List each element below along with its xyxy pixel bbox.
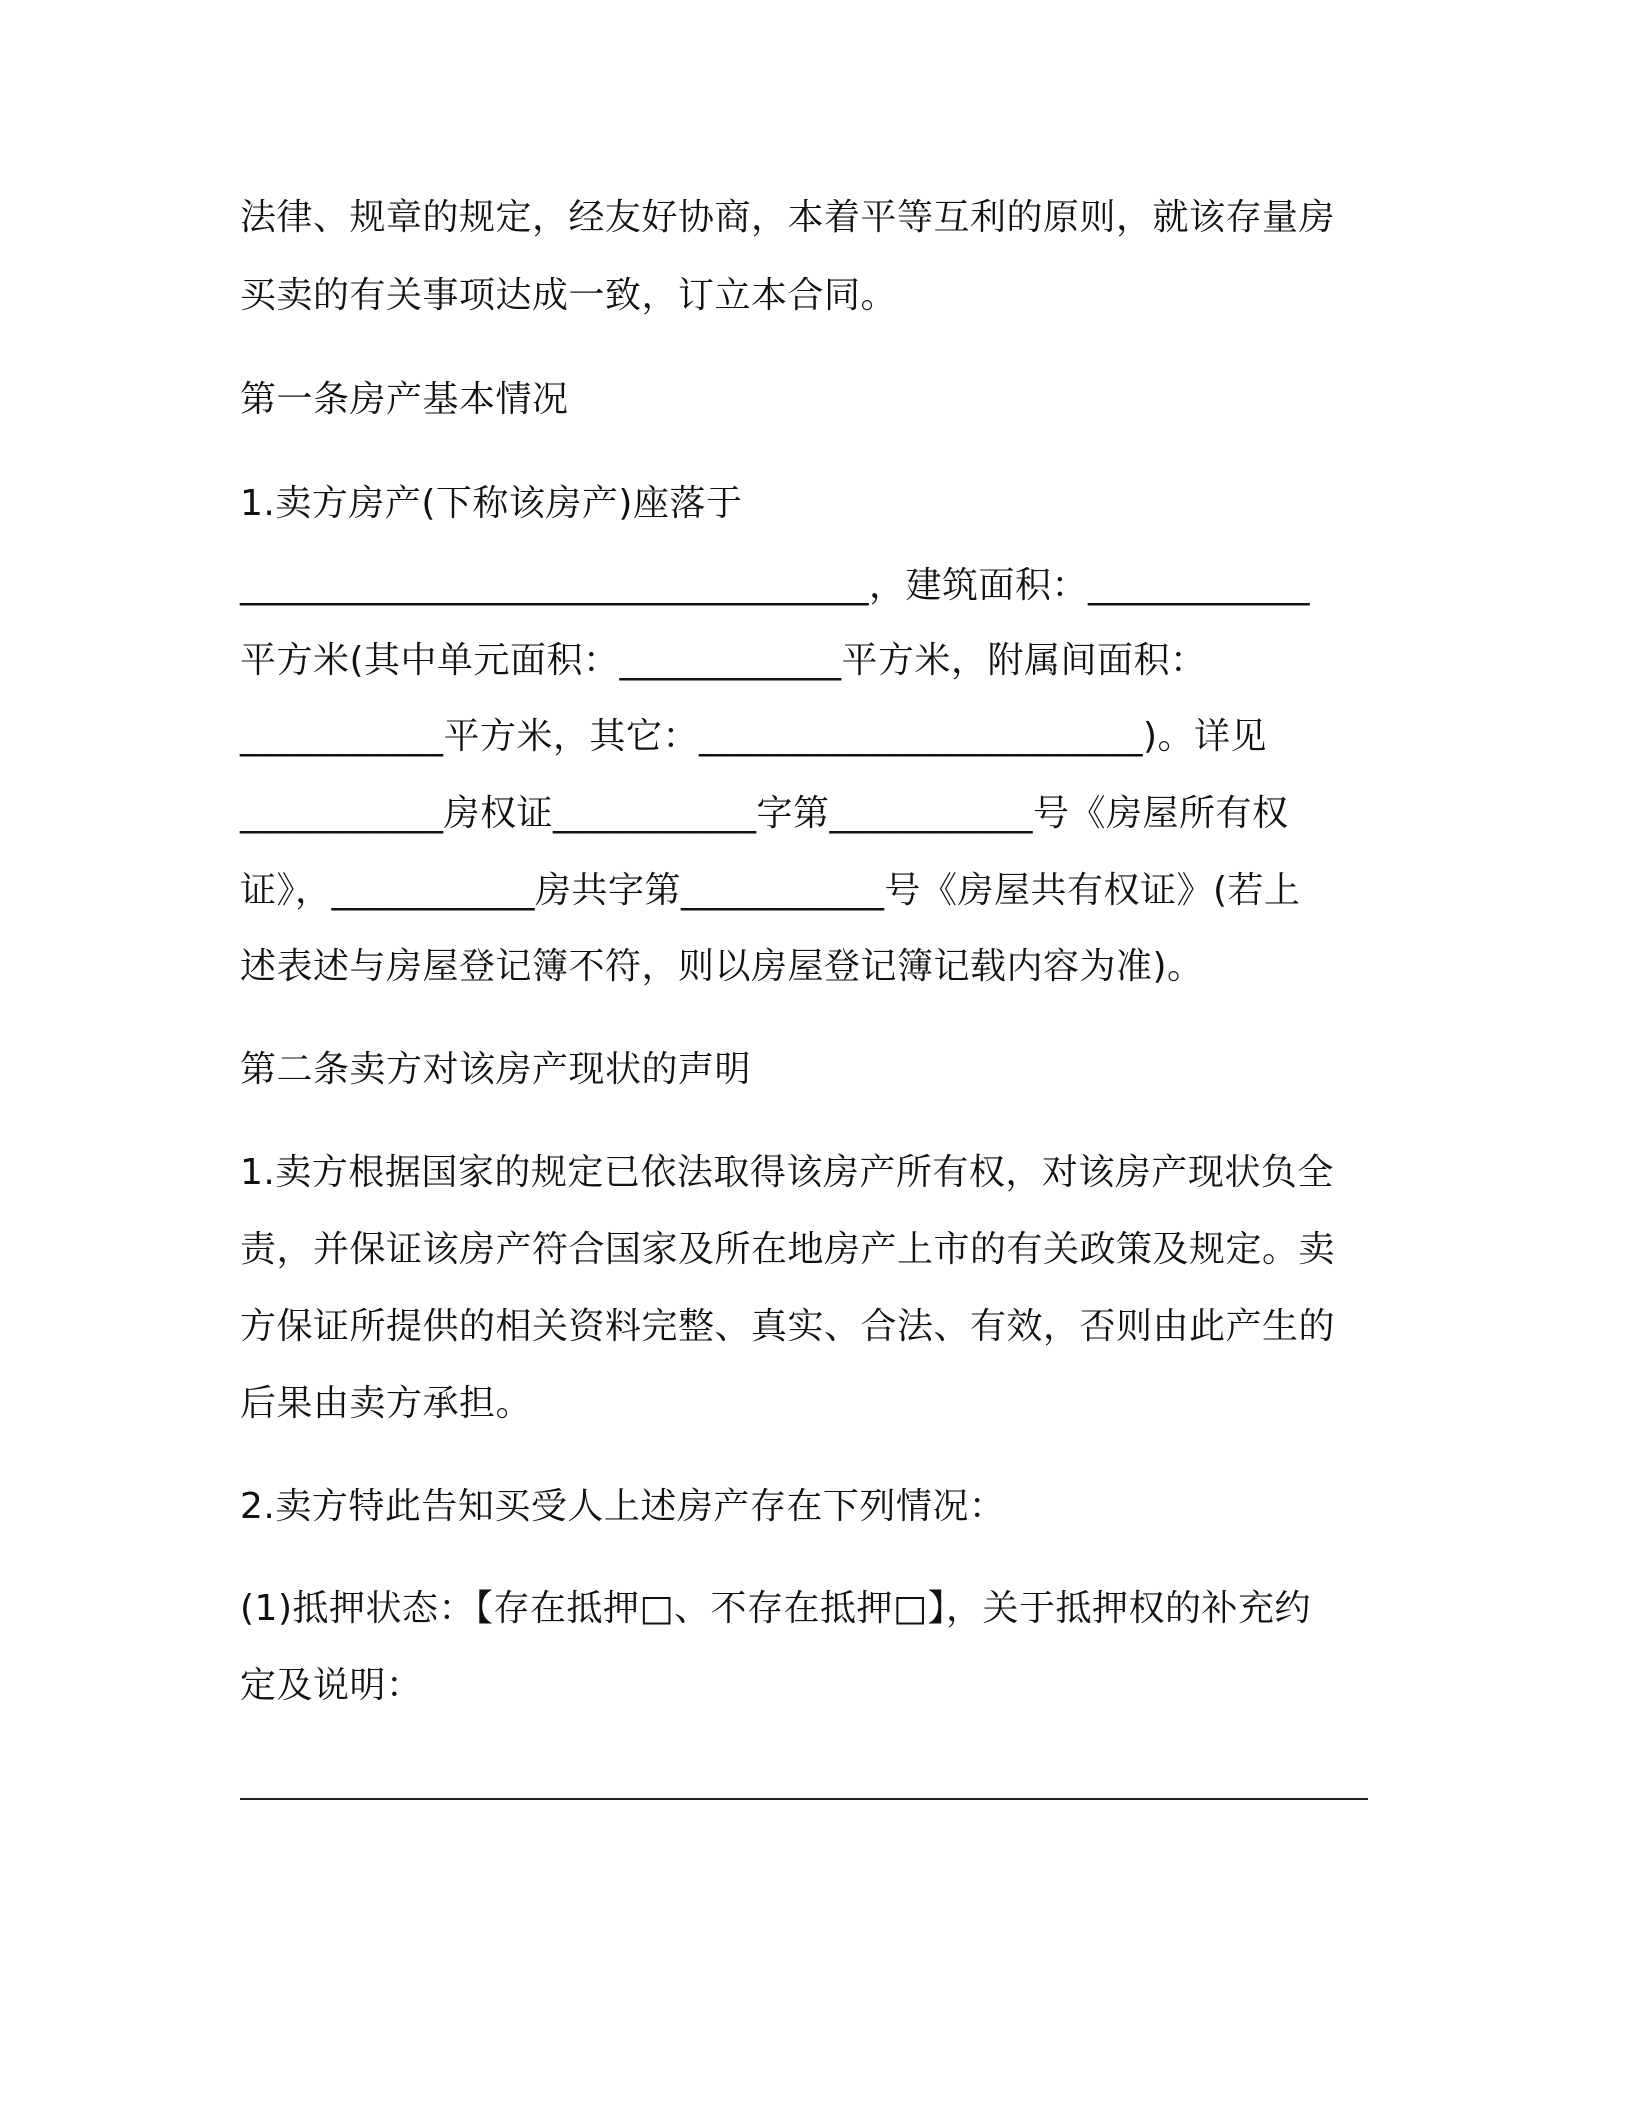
section-heading: 第一条房产基本情况 xyxy=(240,379,569,420)
fill-in-line: 平方米(其中单元面积：____________平方米，附属间面积： xyxy=(240,640,1207,681)
fill-in-line: ___________房权证___________字第___________号《房屋所有权 xyxy=(240,793,1289,834)
text-line: 方保证所提供的相关资料完整、真实、合法、有效，否则由此产生的 xyxy=(240,1306,1336,1347)
fill-in-line: 证》，___________房共字第___________号《房屋共有权证》(若上 xyxy=(240,870,1301,911)
fill-in-rule xyxy=(240,1798,1368,1800)
text-line: 后果由卖方承担。 xyxy=(240,1383,533,1424)
text-line: 2.卖方特此告知买受人上述房产存在下列情况： xyxy=(240,1486,1006,1527)
text-line: 1.卖方房产(下称该房产)座落于 xyxy=(240,483,743,524)
text-line: 述表述与房屋登记簿不符，则以房屋登记簿记载内容为准)。 xyxy=(240,946,1204,987)
fill-in-line: __________________________________，建筑面积：____________ xyxy=(240,565,1311,606)
section-heading: 第二条卖方对该房产现状的声明 xyxy=(240,1049,752,1090)
text-line: 1.卖方根据国家的规定已依法取得该房产所有权，对该房产现状负全 xyxy=(240,1152,1334,1193)
fill-in-line: ___________平方米，其它：________________________)。详见 xyxy=(240,716,1268,757)
text-line: 责，并保证该房产符合国家及所在地房产上市的有关政策及规定。卖 xyxy=(240,1229,1336,1270)
text-line: 法律、规章的规定，经友好协商，本着平等互利的原则，就该存量房 xyxy=(240,197,1336,238)
text-line: 买卖的有关事项达成一致，订立本合同。 xyxy=(240,275,898,316)
text-line: (1)抵押状态：【存在抵押□、不存在抵押□】，关于抵押权的补充约 xyxy=(240,1588,1312,1629)
text-line: 定及说明： xyxy=(240,1665,423,1706)
